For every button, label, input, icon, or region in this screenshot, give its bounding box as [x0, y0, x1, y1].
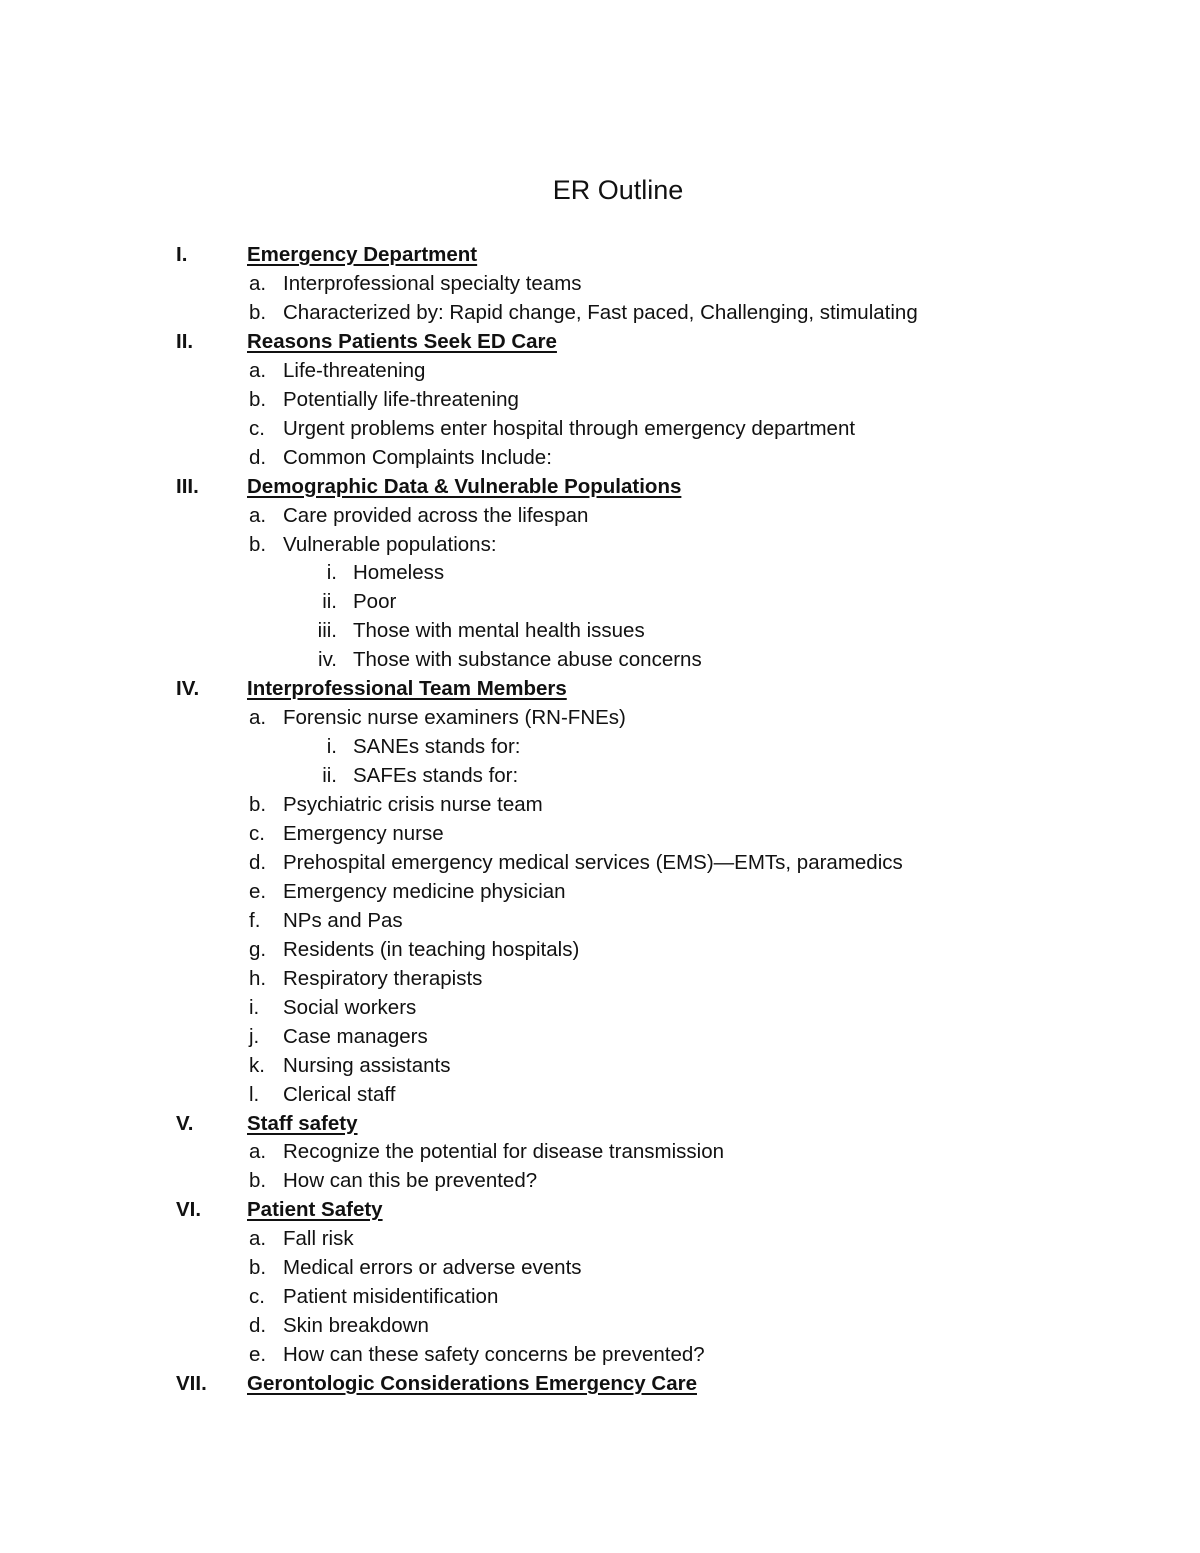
list-marker: i. [326, 735, 337, 759]
list-marker: g. [249, 937, 267, 961]
list-item-text: Emergency nurse [283, 822, 444, 845]
section-heading: Patient Safety [247, 1198, 383, 1222]
list-marker: b. [249, 532, 267, 556]
list-item-text: Homeless [353, 561, 445, 585]
list-marker: IV. [176, 677, 200, 701]
list-item-text: Those with mental health issues [353, 619, 645, 643]
list-item-text: Urgent problems enter hospital through emergency department [283, 416, 856, 440]
list-marker: b. [249, 1169, 267, 1193]
list-marker: a. [249, 706, 267, 730]
list-marker: II. [176, 329, 194, 353]
list-item-text: Characterized by: Rapid change, Fast paced, Challenging, stimulating [283, 300, 918, 324]
list-item-text: Residents (in teaching hospitals) [283, 937, 580, 961]
list-item-text: Medical errors or adverse events [283, 1256, 582, 1280]
list-marker: b. [249, 387, 267, 411]
list-item-text: Psychiatric crisis nurse team [283, 793, 543, 817]
list-item-text: Clerical staff [283, 1082, 396, 1106]
list-marker: c. [249, 416, 265, 440]
list-item-text: Fall risk [283, 1227, 354, 1251]
list-item-text: Common Complaints Include: [283, 445, 552, 469]
list-item-text: Respiratory therapists [283, 966, 483, 990]
list-item-text: Forensic nurse examiners (RN-FNEs) [283, 706, 626, 730]
list-marker: a. [249, 271, 267, 295]
list-marker: e. [249, 1343, 267, 1367]
list-item-text: Interprofessional specialty teams [283, 271, 582, 295]
section-heading: Demographic Data & Vulnerable Populations [247, 474, 682, 498]
list-marker: a. [249, 358, 267, 382]
list-marker: a. [249, 1227, 267, 1251]
section-heading: Staff safety [247, 1111, 358, 1135]
list-marker: k. [249, 1053, 265, 1077]
list-marker: b. [249, 300, 267, 324]
list-item-text: Recognize the potential for disease transmission [283, 1140, 724, 1164]
list-item-text: Poor [353, 590, 397, 614]
list-marker: i. [249, 995, 260, 1019]
list-item-text: Case managers [283, 1024, 428, 1048]
list-marker: j. [249, 1024, 260, 1048]
list-marker: c. [249, 1285, 265, 1309]
list-item-text: Potentially life-threatening [283, 387, 519, 411]
list-item-text: Vulnerable populations: [283, 532, 497, 556]
list-marker: VI. [176, 1198, 202, 1222]
list-item-text: Care provided across the lifespan [283, 503, 589, 527]
list-marker: d. [249, 850, 267, 874]
list-marker: VII. [176, 1372, 207, 1396]
list-marker: V. [176, 1111, 194, 1135]
list-item-text: Skin breakdown [283, 1314, 429, 1338]
list-marker: iv. [318, 648, 337, 672]
list-marker: i. [326, 561, 337, 585]
list-marker: b. [249, 793, 267, 817]
list-item-text: Patient misidentification [283, 1285, 499, 1309]
list-marker: I. [176, 243, 188, 266]
list-item-text: NPs and Pas [283, 908, 403, 932]
list-item-text: Emergency medicine physician [283, 879, 566, 903]
list-item-text: Social workers [283, 995, 417, 1019]
list-marker: a. [249, 1140, 267, 1164]
list-item-text: Nursing assistants [283, 1053, 451, 1077]
list-marker: c. [249, 822, 265, 845]
section-heading: Interprofessional Team Members [247, 677, 567, 701]
section-heading: Emergency Department [247, 243, 478, 266]
list-marker: d. [249, 1314, 267, 1338]
list-item-text: Those with substance abuse concerns [353, 648, 702, 672]
list-marker: ii. [322, 590, 337, 614]
list-marker: e. [249, 879, 267, 903]
list-marker: a. [249, 503, 267, 527]
list-item-text: How can this be prevented? [283, 1169, 538, 1193]
list-item-text: SANEs stands for: [353, 735, 521, 759]
list-marker: b. [249, 1256, 267, 1280]
list-marker: III. [176, 474, 199, 498]
list-marker: d. [249, 445, 267, 469]
list-marker: ii. [322, 764, 337, 788]
list-marker: iii. [317, 619, 337, 643]
list-item-text: Prehospital emergency medical services (EMS)—EMTs, paramedics [283, 850, 903, 874]
section-heading: Gerontologic Considerations Emergency Care [247, 1372, 697, 1396]
list-item-text: Life-threatening [283, 358, 426, 382]
document-title: ER Outline [552, 175, 684, 205]
list-item-text: SAFEs stands for: [353, 764, 519, 788]
list-marker: f. [249, 908, 261, 932]
list-item-text: How can these safety concerns be prevented? [283, 1343, 705, 1367]
list-marker: h. [249, 966, 267, 990]
list-marker: l. [249, 1082, 260, 1106]
section-heading: Reasons Patients Seek ED Care [247, 329, 557, 353]
